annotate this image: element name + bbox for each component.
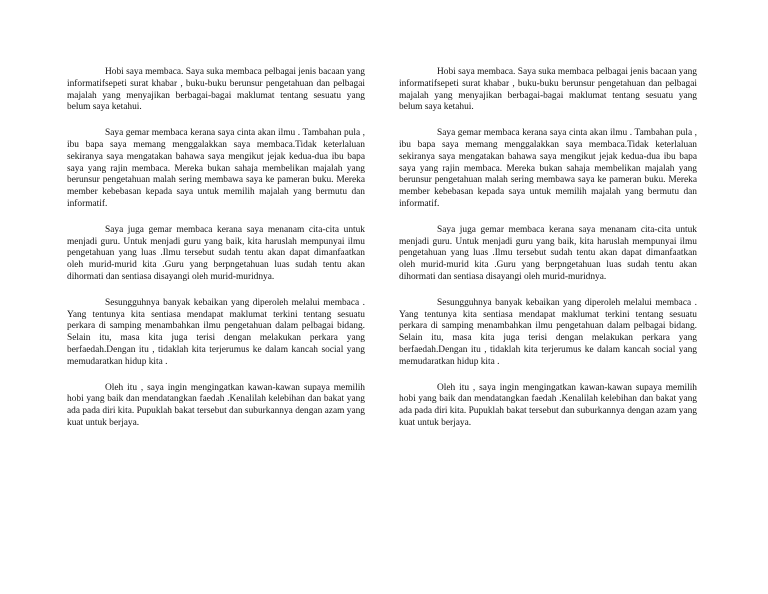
paragraph-2: Saya gemar membaca kerana saya cinta akan ilmu . Tambahan pula , ibu bapa saya memang menggalakkan saya membaca.Tidak keterlaluan sekiranya saya mengatakan bahawa saya mengikut jejak kedua-dua ibu bapa saya yang rajin membaca. Mereka bukan sahaja membelikan majalah yang berunsur pengetahuan malah sering membawa saya ke pameran buku. Mereka member kebebasan kepada saya untuk memilih majalah yang bermutu dan informatif. bbox=[67, 128, 365, 209]
paragraph-4-copy: Sesungguhnya banyak kebaikan yang diperoleh melalui membaca . Yang tentunya kita sentiasa mendapat maklumat terkini tentang sesuatu perkara di samping menambahkan ilmu pengetahuan dalam pelbagai bidang. Selain itu, masa kita juga terisi dengan melakukan perkara yang berfaedah.Dengan itu , tidaklah kita terjerumus ke dalam kancah social yang memudaratkan hidup kita . bbox=[399, 297, 697, 367]
paragraph-5: Oleh itu , saya ingin mengingatkan kawan-kawan supaya memilih hobi yang baik dan mendatangkan faedah .Kenalilah kelebihan dan bakat yang ada pada diri kita. Pupuklah bakat tersebut dan suburkannya dengan azam yang kuat untuk berjaya. bbox=[67, 382, 365, 428]
left-column bbox=[67, 67, 365, 444]
paragraph-2-copy: Saya gemar membaca kerana saya cinta akan ilmu . Tambahan pula , ibu bapa saya memang menggalakkan saya membaca.Tidak keterlaluan sekiranya saya mengatakan bahawa saya mengikut jejak kedua-dua ibu bapa saya yang rajin membaca. Mereka bukan sahaja membelikan majalah yang berunsur pengetahuan malah sering membawa saya ke pameran buku. Mereka member kebebasan kepada saya untuk memilih majalah yang bermutu dan informatif. bbox=[399, 128, 697, 209]
paragraph-1: Hobi saya membaca. Saya suka membaca pelbagai jenis bacaan yang informatifsepeti surat khabar , buku-buku berunsur pengetahuan dan pelbagai majalah yang menyajikan berbagai-bagai maklumat tentang sesuatu yang belum saya ketahui. bbox=[67, 67, 365, 113]
paragraph-3-copy: Saya juga gemar membaca kerana saya menanam cita-cita untuk menjadi guru. Untuk menjadi guru yang baik, kita haruslah mempunyai ilmu pengetahuan yang luas .Ilmu tersebut sudah tentu akan dapat dimanfaatkan oleh murid-murid kita .Guru yang berpngetahuan luas sudah tentu akan dihormati dan sentiasa disayangi oleh murid-muridnya. bbox=[399, 224, 697, 282]
right-column bbox=[399, 67, 697, 444]
paragraph-5-copy: Oleh itu , saya ingin mengingatkan kawan-kawan supaya memilih hobi yang baik dan mendatangkan faedah .Kenalilah kelebihan dan bakat yang ada pada diri kita. Pupuklah bakat tersebut dan suburkannya dengan azam yang kuat untuk berjaya. bbox=[399, 382, 697, 428]
paragraph-4: Sesungguhnya banyak kebaikan yang diperoleh melalui membaca . Yang tentunya kita sentiasa mendapat maklumat terkini tentang sesuatu perkara di samping menambahkan ilmu pengetahuan dalam pelbagai bidang. Selain itu, masa kita juga terisi dengan melakukan perkara yang berfaedah.Dengan itu , tidaklah kita terjerumus ke dalam kancah social yang memudaratkan hidup kita . bbox=[67, 297, 365, 367]
paragraph-3: Saya juga gemar membaca kerana saya menanam cita-cita untuk menjadi guru. Untuk menjadi guru yang baik, kita haruslah mempunyai ilmu pengetahuan yang luas .Ilmu tersebut sudah tentu akan dapat dimanfaatkan oleh murid-murid kita .Guru yang berpngetahuan luas sudah tentu akan dihormati dan sentiasa disayangi oleh murid-muridnya. bbox=[67, 224, 365, 282]
paragraph-1-copy: Hobi saya membaca. Saya suka membaca pelbagai jenis bacaan yang informatifsepeti surat khabar , buku-buku berunsur pengetahuan dan pelbagai majalah yang menyajikan berbagai-bagai maklumat tentang sesuatu yang belum saya ketahui. bbox=[399, 67, 697, 113]
